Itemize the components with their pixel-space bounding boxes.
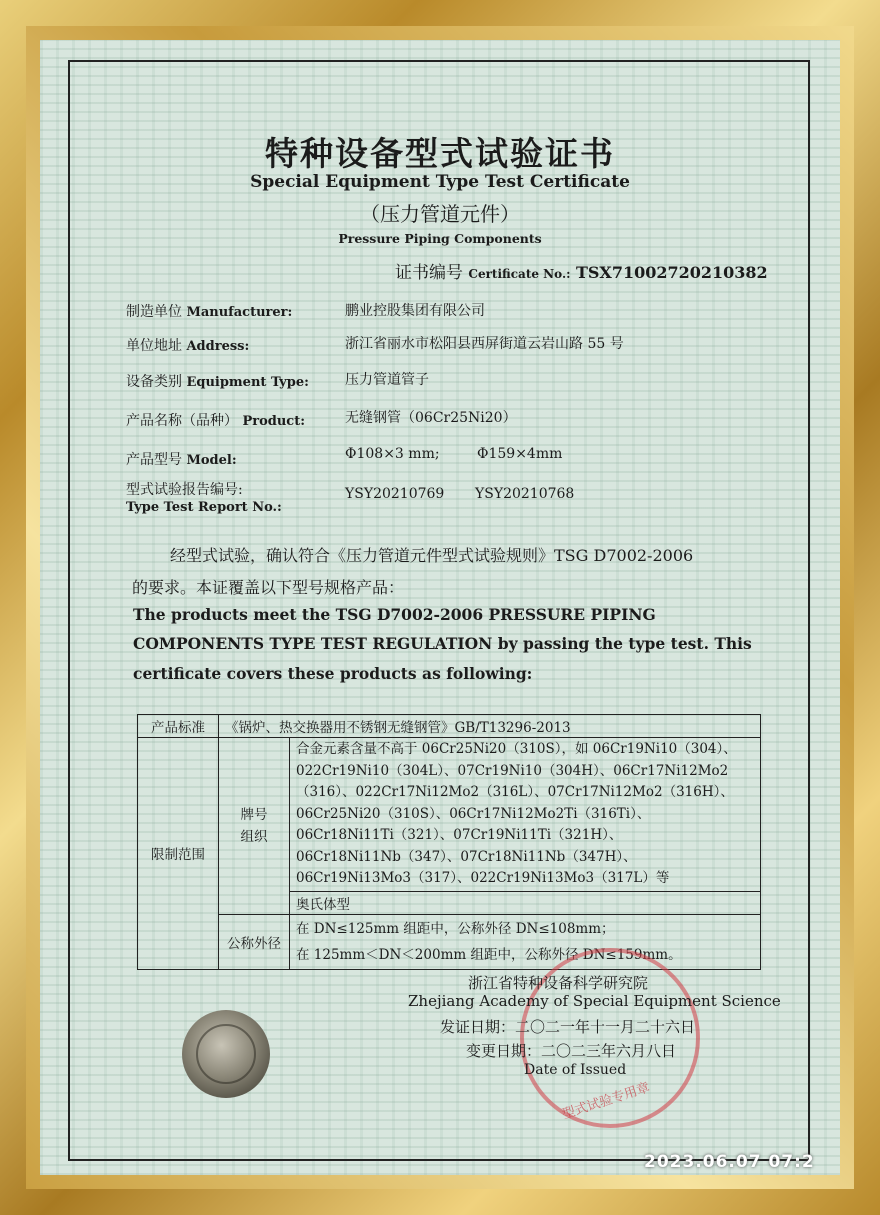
equipment-type-label: 设备类别 Equipment Type: bbox=[126, 374, 309, 390]
grade-list bbox=[290, 738, 761, 892]
change-date bbox=[466, 1040, 676, 1061]
subtitle-cn: （压力管道元件） bbox=[360, 202, 520, 226]
title-cn: 特种设备型式试验证书 bbox=[265, 134, 615, 173]
issuer-name-en: Zhejiang Academy of Special Equipment Science bbox=[408, 992, 781, 1010]
diameter-line: 在 125mm＜DN＜200mm 组距中，公称外径 DN≤159mm。 bbox=[296, 946, 682, 963]
grade-line: （316）、022Cr17Ni12Mo2（316L）、07Cr17Ni12Mo2（316H）、 bbox=[296, 784, 734, 800]
issue-date-value: 二〇二一年十一月二十六日 bbox=[515, 1018, 696, 1036]
statement-en-line2: COMPONENTS TYPE TEST REGULATION by passing the type test. This bbox=[133, 634, 752, 653]
stamp-text: 型式试验专用章 bbox=[560, 1080, 652, 1123]
diameter-list bbox=[290, 914, 761, 969]
standard-label: 产品标准 bbox=[138, 715, 219, 738]
photo-timestamp: 2023.06.07 07:2 bbox=[644, 1152, 815, 1172]
model-value-2: Φ159×4mm bbox=[477, 446, 563, 462]
grade-line: 合金元素含量不高于 06Cr25Ni20（310S），如 06Cr19Ni10（304）、 bbox=[296, 741, 737, 757]
issue-date-label: 发证日期： bbox=[440, 1018, 516, 1036]
certificate-number bbox=[395, 258, 768, 283]
grade-line: 06Cr18Ni11Nb（347）、07Cr18Ni11Nb（347H）、 bbox=[296, 848, 637, 865]
cert-no-value: TSX71002720210382 bbox=[575, 263, 768, 282]
product-value: 无缝钢管（06Cr25Ni20） bbox=[345, 410, 517, 426]
issuer-name-cn: 浙江省特种设备科学研究院 bbox=[468, 974, 649, 992]
diameter-label: 公称外径 bbox=[219, 914, 290, 969]
scope-label: 限制范围 bbox=[138, 738, 219, 970]
report-no-value-2: YSY20210768 bbox=[475, 486, 575, 502]
statement-cn-line1: 经型式试验，确认符合《压力管道元件型式试验规则》TSG D7002-2006 bbox=[170, 546, 694, 565]
grade-line: 06Cr18Ni11Ti（321）、07Cr19Ni11Ti（321H）、 bbox=[296, 827, 623, 843]
grade-label bbox=[219, 738, 290, 915]
diameter-line: 在 DN≤125mm 组距中，公称外径 DN≤108mm； bbox=[296, 920, 615, 937]
change-date-value: 二〇二三年六月八日 bbox=[541, 1042, 677, 1060]
structure-value: 奥氏体型 bbox=[290, 891, 761, 914]
statement-en-line1: The products meet the TSG D7002-2006 PRESSURE PIPING bbox=[133, 605, 656, 624]
model-value-1: Φ108×3 mm; bbox=[345, 446, 440, 462]
grade-line: 06Cr25Ni20（310S）、06Cr17Ni12Mo2Ti（316Ti）、 bbox=[296, 805, 651, 822]
statement-en-line3: certificate covers these products as following: bbox=[133, 664, 533, 683]
grade-line: 06Cr19Ni13Mo3（317）、022Cr19Ni13Mo3（317L）等 bbox=[296, 870, 670, 886]
grade-label-1: 牌号 bbox=[240, 806, 268, 823]
report-no-label-en: Type Test Report No.: bbox=[126, 500, 282, 515]
embossed-seal bbox=[182, 1010, 270, 1098]
standard-value: 《锅炉、热交换器用不锈钢无缝钢管》GB/T13296-2013 bbox=[219, 715, 761, 738]
address-label: 单位地址 Address: bbox=[126, 338, 250, 354]
product-label: 产品名称（品种） Product: bbox=[126, 413, 306, 429]
cert-no-label-cn: 证书编号 bbox=[395, 263, 463, 283]
report-no-value-1: YSY20210769 bbox=[345, 486, 445, 502]
cert-no-label-en: Certificate No.: bbox=[468, 267, 571, 281]
address-value: 浙江省丽水市松阳县西屏街道云岩山路 55 号 bbox=[345, 336, 624, 352]
date-issued-en: Date of Issued bbox=[524, 1062, 627, 1078]
equipment-type-value: 压力管道管子 bbox=[345, 372, 429, 388]
issue-date bbox=[440, 1016, 695, 1037]
title-en: Special Equipment Type Test Certificate bbox=[250, 172, 630, 192]
statement-cn-line2: 的要求。本证覆盖以下型号规格产品： bbox=[132, 578, 405, 597]
spec-table bbox=[137, 714, 761, 970]
subtitle-en: Pressure Piping Components bbox=[338, 231, 542, 246]
grade-line: 022Cr19Ni10（304L）、07Cr19Ni10（304H）、06Cr17Ni12Mo2 bbox=[296, 762, 729, 779]
report-no-label-cn: 型式试验报告编号: bbox=[126, 482, 243, 498]
manufacturer-value: 鹏业控股集团有限公司 bbox=[345, 303, 485, 319]
manufacturer-label: 制造单位 Manufacturer: bbox=[126, 304, 293, 320]
model-label: 产品型号 Model: bbox=[126, 452, 237, 468]
change-date-label: 变更日期： bbox=[466, 1042, 542, 1060]
grade-label-2: 组织 bbox=[240, 828, 268, 845]
